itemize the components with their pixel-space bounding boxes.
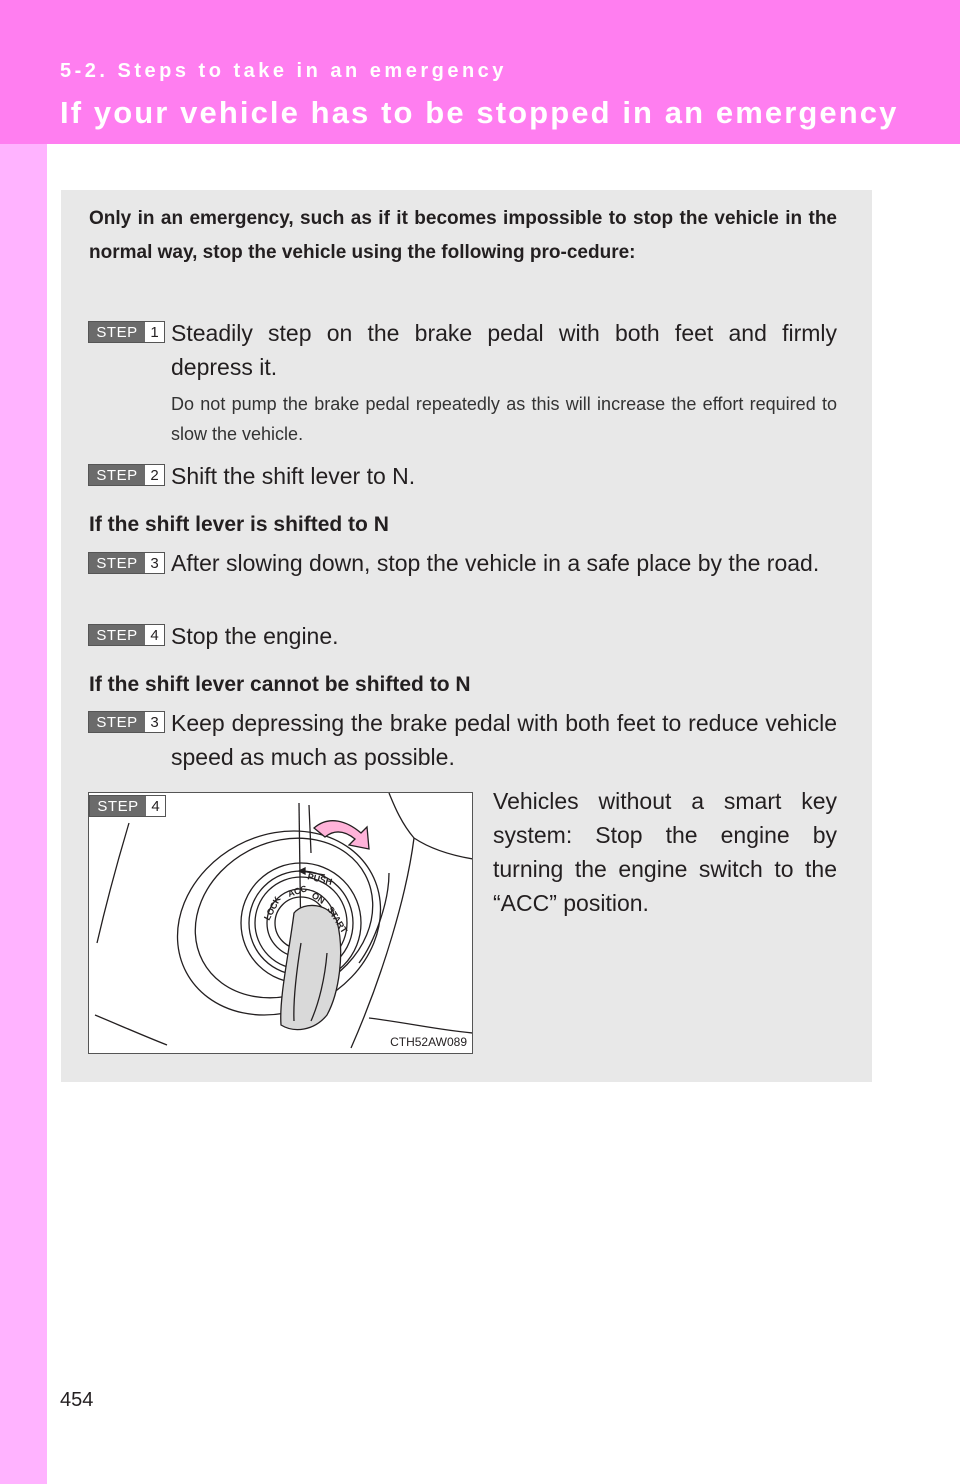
side-color-band: [0, 0, 47, 1484]
page-number: 454: [60, 1389, 94, 1411]
ignition-switch-illustration: [88, 792, 473, 1054]
switch-lock-label: LOCK: [261, 894, 283, 922]
step-badge-word: STEP: [89, 465, 145, 485]
section-label: 5-2. Steps to take in an emergency: [60, 60, 507, 82]
step-badge-word: STEP: [89, 322, 145, 342]
step-badge-number: 2: [145, 465, 164, 485]
step-badge: [88, 321, 165, 343]
subheading: If the shift lever is shifted to N: [89, 513, 389, 536]
step-badge: [89, 795, 166, 817]
step-text: Shift the shift lever to N.: [171, 463, 416, 489]
step-badge-number: 4: [146, 796, 165, 816]
step-badge-number: 1: [145, 322, 164, 342]
step-badge-word: STEP: [90, 796, 146, 816]
step-badge: [88, 552, 165, 574]
figure-code: CTH52AW089: [390, 1035, 467, 1049]
step-badge-number: 3: [145, 712, 164, 732]
step-text: Steadily step on the brake pedal with both feet and firmly depress it.: [171, 320, 837, 380]
step-badge: [88, 624, 165, 646]
step-badge: [88, 711, 165, 733]
page-title: If your vehicle has to be stopped in an emergency: [60, 95, 899, 130]
step-text: Stop the engine.: [171, 623, 339, 649]
subheading: If the shift lever cannot be shifted to N: [89, 673, 471, 696]
page-header: [0, 0, 960, 144]
intro-paragraph: Only in an emergency, such as if it becomes impossible to stop the vehicle in the normal way, stop the vehicle using the following pro-cedure:: [89, 208, 837, 263]
step-text: After slowing down, stop the vehicle in a safe place by the road.: [171, 550, 820, 576]
switch-acc-label: ACC: [286, 883, 309, 899]
step-badge-number: 3: [145, 553, 164, 573]
step-badge-word: STEP: [89, 625, 145, 645]
switch-start-label: START: [325, 904, 350, 935]
step-badge-word: STEP: [89, 712, 145, 732]
switch-on-label: ON: [309, 890, 327, 906]
step-text: Vehicles without a smart key system: Stop the engine by turning the engine switch to the “ACC” position.: [493, 788, 837, 916]
step-badge-word: STEP: [89, 553, 145, 573]
step-text: Keep depressing the brake pedal with both feet to reduce vehicle speed as much as possible.: [171, 710, 837, 770]
switch-push-label: PUSH: [306, 871, 334, 887]
step-badge-number: 4: [145, 625, 164, 645]
ignition-switch-drawing: [89, 793, 473, 1054]
step-badge: [88, 464, 165, 486]
step-note: Do not pump the brake pedal repeatedly as this will increase the effort required to slow the vehicle.: [171, 394, 837, 444]
